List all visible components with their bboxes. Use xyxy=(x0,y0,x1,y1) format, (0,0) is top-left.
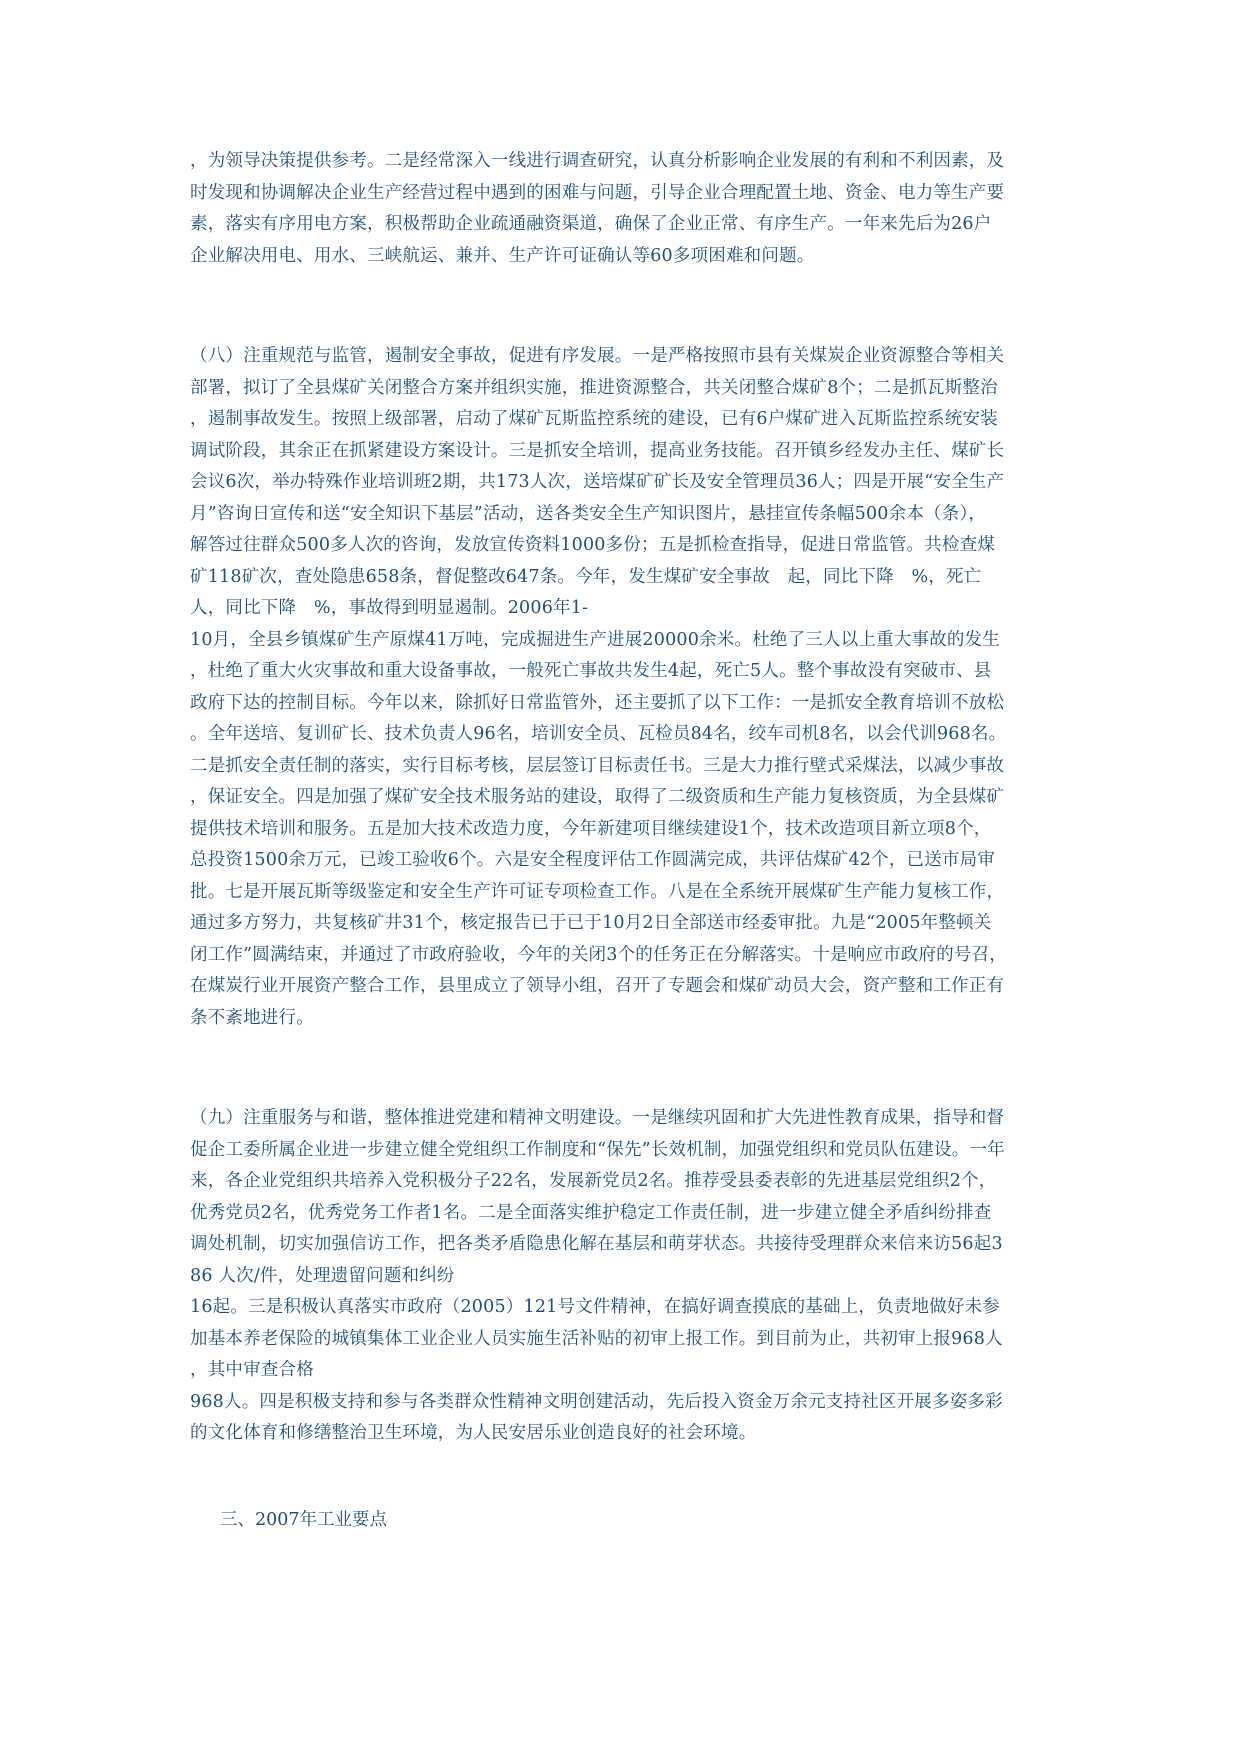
text-line: 优秀党员2名，优秀党务工作者1名。二是全面落实维护稳定工作责任制，进一步建立健全矛盾纠纷排查 xyxy=(190,1202,992,1223)
text-line: （九）注重服务与和谐，整体推进党建和精神文明建设。一是继续巩固和扩大先进性教育成果，指导和督 xyxy=(190,1108,1005,1128)
text-line: ，为领导决策提供参考。二是经常深入一线进行调查研究，认真分析影响企业发展的有利和不利因素，及 xyxy=(190,151,1005,171)
text-line: 通过多方努力，共复核矿井31个，核定报告已于已于10月2日全部送市经委审批。九是“2005年整顿关 xyxy=(190,913,992,933)
text-line: 10月，全县乡镇煤矿生产原煤41万吨，完成掘进生产进展20000余米。杜绝了三人以上重大事故的发生 xyxy=(190,629,1001,650)
text-line: 素，落实有序用电方案，积极帮助企业疏通融资渠道，确保了企业正常、有序生产。一年来先后为26户 xyxy=(190,214,992,234)
text-line: 二是抓安全责任制的落实，实行目标考核，层层签订目标责任书。三是大力推行壁式采煤法，以减少事故 xyxy=(190,755,1005,776)
text-line: （八）注重规范与监管，遏制安全事故，促进有序发展。一是严格按照市县有关煤炭企业资源整合等相关 xyxy=(190,346,1005,366)
text-line: 批。七是开展瓦斯等级鉴定和安全生产许可证专项检查工作。八是在全系统开展煤矿生产能力复核工作， xyxy=(190,881,1005,902)
text-line: 提供技术培训和服务。五是加大技术改造力度，今年新建项目继续建设1个，技术改造项目新立项8个， xyxy=(190,818,992,839)
paragraph-2-section-eight xyxy=(190,341,1070,1034)
text-line: 条不紊地进行。 xyxy=(190,1007,314,1028)
text-line: 86 人次/件，处理遗留问题和纠纷 xyxy=(190,1265,455,1286)
text-line: 促企工委所属企业进一步建立健全党组织工作制度和“保先”长效机制，加强党组织和党员队伍建设。一年 xyxy=(190,1139,1005,1160)
text-line: 解答过往群众500多人次的咨询，发放宣传资料1000多份；五是抓检查指导，促进日常监管。共检查煤 xyxy=(190,535,996,555)
text-line: 矿118矿次，查处隐患658条，督促整改647条。今年，发生煤矿安全事故 起，同比下降 %，死亡 xyxy=(190,566,982,587)
text-line: 968人。四是积极支持和参与各类群众性精神文明创建活动，先后投入资金万余元支持社区开展多姿多彩 xyxy=(190,1391,1003,1412)
text-line: 时发现和协调解决企业生产经营过程中遇到的困难与问题，引导企业合理配置土地、资金、电力等生产要 xyxy=(190,182,1005,203)
text-line: 调处机制，切实加强信访工作，把各类矛盾隐患化解在基层和萌芽状态。共接待受理群众来信来访56起3 xyxy=(190,1234,1003,1254)
text-line: 人，同比下降 %，事故得到明显遏制。2006年1- xyxy=(190,598,589,618)
text-line: 会议6次，举办特殊作业培训班2期，共173人次，送培煤矿矿长及安全管理员36人；四是开展“安全生产 xyxy=(190,472,1005,492)
text-line: 16起。三是积极认真落实市政府（2005）121号文件精神，在搞好调查摸底的基础上，负责地做好未参 xyxy=(190,1297,1001,1317)
text-line: 的文化体育和修缮整治卫生环境，为人民安居乐业创造良好的社会环境。 xyxy=(190,1423,757,1443)
text-line: 企业解决用电、用水、三峡航运、兼并、生产许可证确认等60多项困难和问题。 xyxy=(190,245,815,266)
text-line: 月”咨询日宣传和送“安全知识下基层”活动，送各类安全生产知识图片，悬挂宣传条幅500余本（条）， xyxy=(190,503,987,524)
section-heading: 三、2007年工业要点 xyxy=(220,1510,388,1530)
paragraph-1 xyxy=(190,146,1070,272)
text-line: 。全年送培、复训矿长、技术负责人96名，培训安全员、瓦检员84名，绞车司机8名，以会代训968名。 xyxy=(190,724,1007,744)
text-line: ，保证安全。四是加强了煤矿安全技术服务站的建设，取得了二级资质和生产能力复核资质，为全县煤矿 xyxy=(190,787,1005,807)
text-line: 政府下达的控制目标。今年以来，除抓好日常监管外，还主要抓了以下工作：一是抓安全教育培训不放松 xyxy=(190,692,1005,713)
text-line: 部署，拟订了全县煤矿关闭整合方案并组织实施，推进资源整合，共关闭整合煤矿8个；二是抓瓦斯整治 xyxy=(190,377,998,398)
text-line: 总投资1500余万元，已竣工验收6个。六是安全程度评估工作圆满完成，共评估煤矿42个，已送市局审 xyxy=(190,850,996,870)
text-line: ，其中审查合格 xyxy=(190,1360,314,1380)
text-line: ，遏制事故发生。按照上级部署，启动了煤矿瓦斯监控系统的建设，已有6户煤矿进入瓦斯监控系统安装 xyxy=(190,409,998,429)
paragraph-3-section-nine xyxy=(190,1103,1070,1450)
text-line: 来，各企业党组织共培养入党积极分子22名，发展新党员2名。推荐受县委表彰的先进基层党组织2个， xyxy=(190,1171,997,1191)
text-line: 闭工作”圆满结束，并通过了市政府验收，今年的关闭3个的任务正在分解落实。十是响应市政府的号召， xyxy=(190,944,1007,965)
text-line: 调试阶段，其余正在抓紧建设方案设计。三是抓安全培训，提高业务技能。召开镇乡经发办主任、煤矿长 xyxy=(190,440,1005,461)
text-line: 加基本养老保险的城镇集体工业企业人员实施生活补贴的初审上报工作。到目前为止，共初审上报968人 xyxy=(190,1328,1003,1349)
text-line: ，杜绝了重大火灾事故和重大设备事故，一般死亡事故共发生4起，死亡5人。整个事故没有突破市、县 xyxy=(190,661,992,681)
text-line: 在煤炭行业开展资产整合工作，县里成立了领导小组，召开了专题会和煤矿动员大会，资产整和工作正有 xyxy=(190,976,1005,996)
